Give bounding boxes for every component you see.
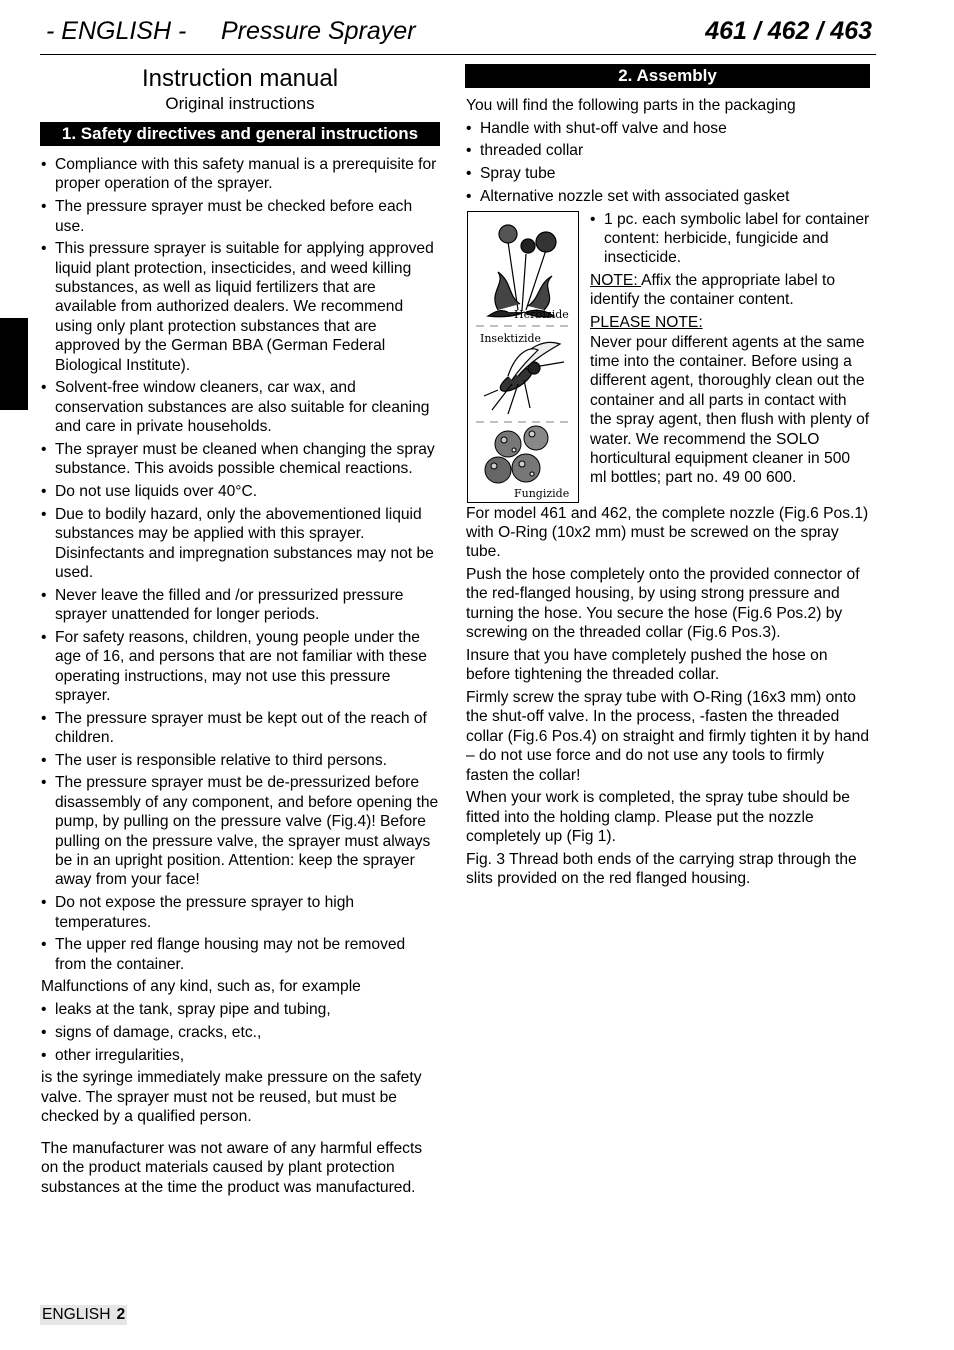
container-labels-figure bbox=[467, 211, 579, 503]
please-note-text: Never pour different agents at the same time into the container. Before using a different agent, thoroughly clean out the container and all parts in contact with the spray agent, then flush with plenty of water. We recommend the SOLO horticultural equipment cleaner in 500 ml bottles; part no. 49 00 600. bbox=[590, 333, 870, 487]
please-note-heading bbox=[590, 313, 870, 332]
safety-item: • Do not expose the pressure sprayer to high temperatures. bbox=[40, 893, 440, 932]
assembly-paragraph: For model 461 and 462, the complete nozzle (Fig.6 Pos.1) with O-Ring (10x2 mm) must be screwed on the spray tube. bbox=[466, 504, 869, 561]
part-item: • Handle with shut-off valve and hose bbox=[465, 119, 870, 138]
label-instructions bbox=[589, 210, 870, 503]
part-item: • threaded collar bbox=[465, 141, 870, 160]
assembly-paragraph: Insure that you have completely pushed the hose on before tightening the threaded collar. bbox=[466, 646, 828, 684]
header-title: Pressure Sprayer bbox=[221, 17, 416, 45]
assembly-paragraph: Firmly screw the spray tube with O-Ring (16x3 mm) onto the shut-off valve. In the process, -fasten the threaded collar (Fig.6 Pos.4) on straight and firmly tighten it by hand – do not use force and do not use any tools to firmly fasten the collar! bbox=[466, 689, 870, 784]
parts-list bbox=[465, 119, 870, 207]
safety-item: • The pressure sprayer must be checked before each use. bbox=[40, 197, 440, 236]
assembly-paragraph: When your work is completed, the spray tube should be fitted into the holding clamp. Please put the nozzle completely up (Fig 1). bbox=[466, 789, 850, 846]
note-text: Affix the appropriate label to identify the container content. bbox=[590, 272, 836, 309]
page-header bbox=[40, 17, 876, 55]
left-column bbox=[40, 64, 440, 1200]
label-figure-row bbox=[465, 210, 870, 503]
safety-list bbox=[40, 155, 440, 974]
herbicide-label: Herbizide bbox=[514, 307, 569, 321]
safety-item: • The pressure sprayer must be kept out of the reach of children. bbox=[40, 709, 440, 748]
assembly-paragraph: Push the hose completely onto the provided connector of the red-flanged housing, by using strong pressure and turning the hose. You secure the hose (Fig.6 Pos.2) by screwing on the threaded collar (Fig.6 Pos.3). bbox=[466, 566, 860, 642]
note-prefix: NOTE: bbox=[590, 272, 642, 290]
malfunction-list bbox=[40, 1000, 440, 1065]
manual-title: Instruction manual bbox=[141, 65, 339, 92]
insect-icon bbox=[484, 342, 564, 414]
header-models: 461 / 462 / 463 bbox=[705, 17, 872, 45]
label-item: • 1 pc. each symbolic label for container content: herbicide, fungicide and insecticide. bbox=[589, 210, 870, 268]
safety-item: • Due to bodily hazard, only the abovementioned liquid substances may be applied with this sprayer. Disinfectants and impregnation substances may not be used. bbox=[40, 505, 440, 583]
safety-item: • Compliance with this safety manual is a prerequisite for proper operation of the sprayer. bbox=[40, 155, 440, 194]
please-note-label: PLEASE NOTE: bbox=[590, 314, 703, 332]
header-language: - ENGLISH - bbox=[46, 17, 187, 45]
safety-item: • The pressure sprayer must be de-pressurized before disassembly of any component, and before opening the pump, by pulling on the pressure valve (Fig.4)! Before pulling on the pressure valve, the sprayer must always be in an upright position. Attention: keep the sprayer away from your face! bbox=[40, 773, 440, 889]
malfunction-item: • other irregularities, bbox=[40, 1046, 440, 1065]
dandelion-icon bbox=[488, 225, 556, 317]
fungus-icon bbox=[485, 426, 548, 483]
safety-item: • The sprayer must be cleaned when changing the spray substance. This avoids possible chemical reactions. bbox=[40, 440, 440, 479]
safety-item: • The user is responsible relative to third persons. bbox=[40, 751, 440, 770]
safety-item: • For safety reasons, children, young people under the age of 16, and persons that are not familiar with these operating instructions, may not use this pressure sprayer. bbox=[40, 628, 440, 706]
malfunctions-intro: Malfunctions of any kind, such as, for example bbox=[41, 978, 361, 996]
safety-item: • The upper red flange housing may not be removed from the container. bbox=[40, 935, 440, 974]
section1-heading: 1. Safety directives and general instructions bbox=[40, 122, 440, 146]
section2-heading: 2. Assembly bbox=[465, 64, 870, 88]
footer-language: ENGLISH bbox=[42, 1306, 111, 1323]
part-item: • Alternative nozzle set with associated gasket bbox=[465, 187, 870, 206]
safety-item: • Never leave the filled and /or pressurized pressure sprayer unattended for longer periods. bbox=[40, 586, 440, 625]
safety-item: • This pressure sprayer is suitable for applying approved liquid plant protection, insecticides, and weed killing substances, as well as liquid fertilizers that are available from authorized dealers. We recommend using only plant protection substances that are approved by the German BBA (German Federal Biological Institute). bbox=[40, 239, 440, 375]
malfunction-item: • signs of damage, cracks, etc., bbox=[40, 1023, 440, 1042]
manual-subtitle: Original instructions bbox=[165, 94, 315, 113]
side-tab-marker bbox=[0, 318, 28, 410]
page-footer bbox=[40, 1305, 127, 1325]
assembly-paragraph: Fig. 3 Thread both ends of the carrying strap through the slits provided on the red flanged housing. bbox=[466, 850, 857, 888]
assembly-intro: You will find the following parts in the packaging bbox=[466, 97, 796, 114]
label-list bbox=[589, 210, 870, 268]
container-labels-illustration bbox=[468, 212, 578, 502]
note bbox=[590, 271, 870, 310]
page-number: 2 bbox=[116, 1306, 126, 1323]
insecticide-label: Insektizide bbox=[480, 331, 542, 345]
malfunction-item: • leaks at the tank, spray pipe and tubing, bbox=[40, 1000, 440, 1019]
right-column bbox=[465, 64, 870, 892]
safety-item: • Do not use liquids over 40°C. bbox=[40, 482, 440, 501]
fungicide-label: Fungizide bbox=[514, 486, 570, 500]
part-item: • Spray tube bbox=[465, 164, 870, 183]
safety-item: • Solvent-free window cleaners, car wax, and conservation substances are also suitable for cleaning and care in private households. bbox=[40, 378, 440, 436]
malfunctions-outro: is the syringe immediately make pressure on the safety valve. The sprayer must not be reused, but must be checked by a qualified person. bbox=[41, 1069, 422, 1126]
manufacturer-note: The manufacturer was not aware of any harmful effects on the product materials caused by plant protection substances at the time the product was manufactured. bbox=[41, 1139, 423, 1196]
